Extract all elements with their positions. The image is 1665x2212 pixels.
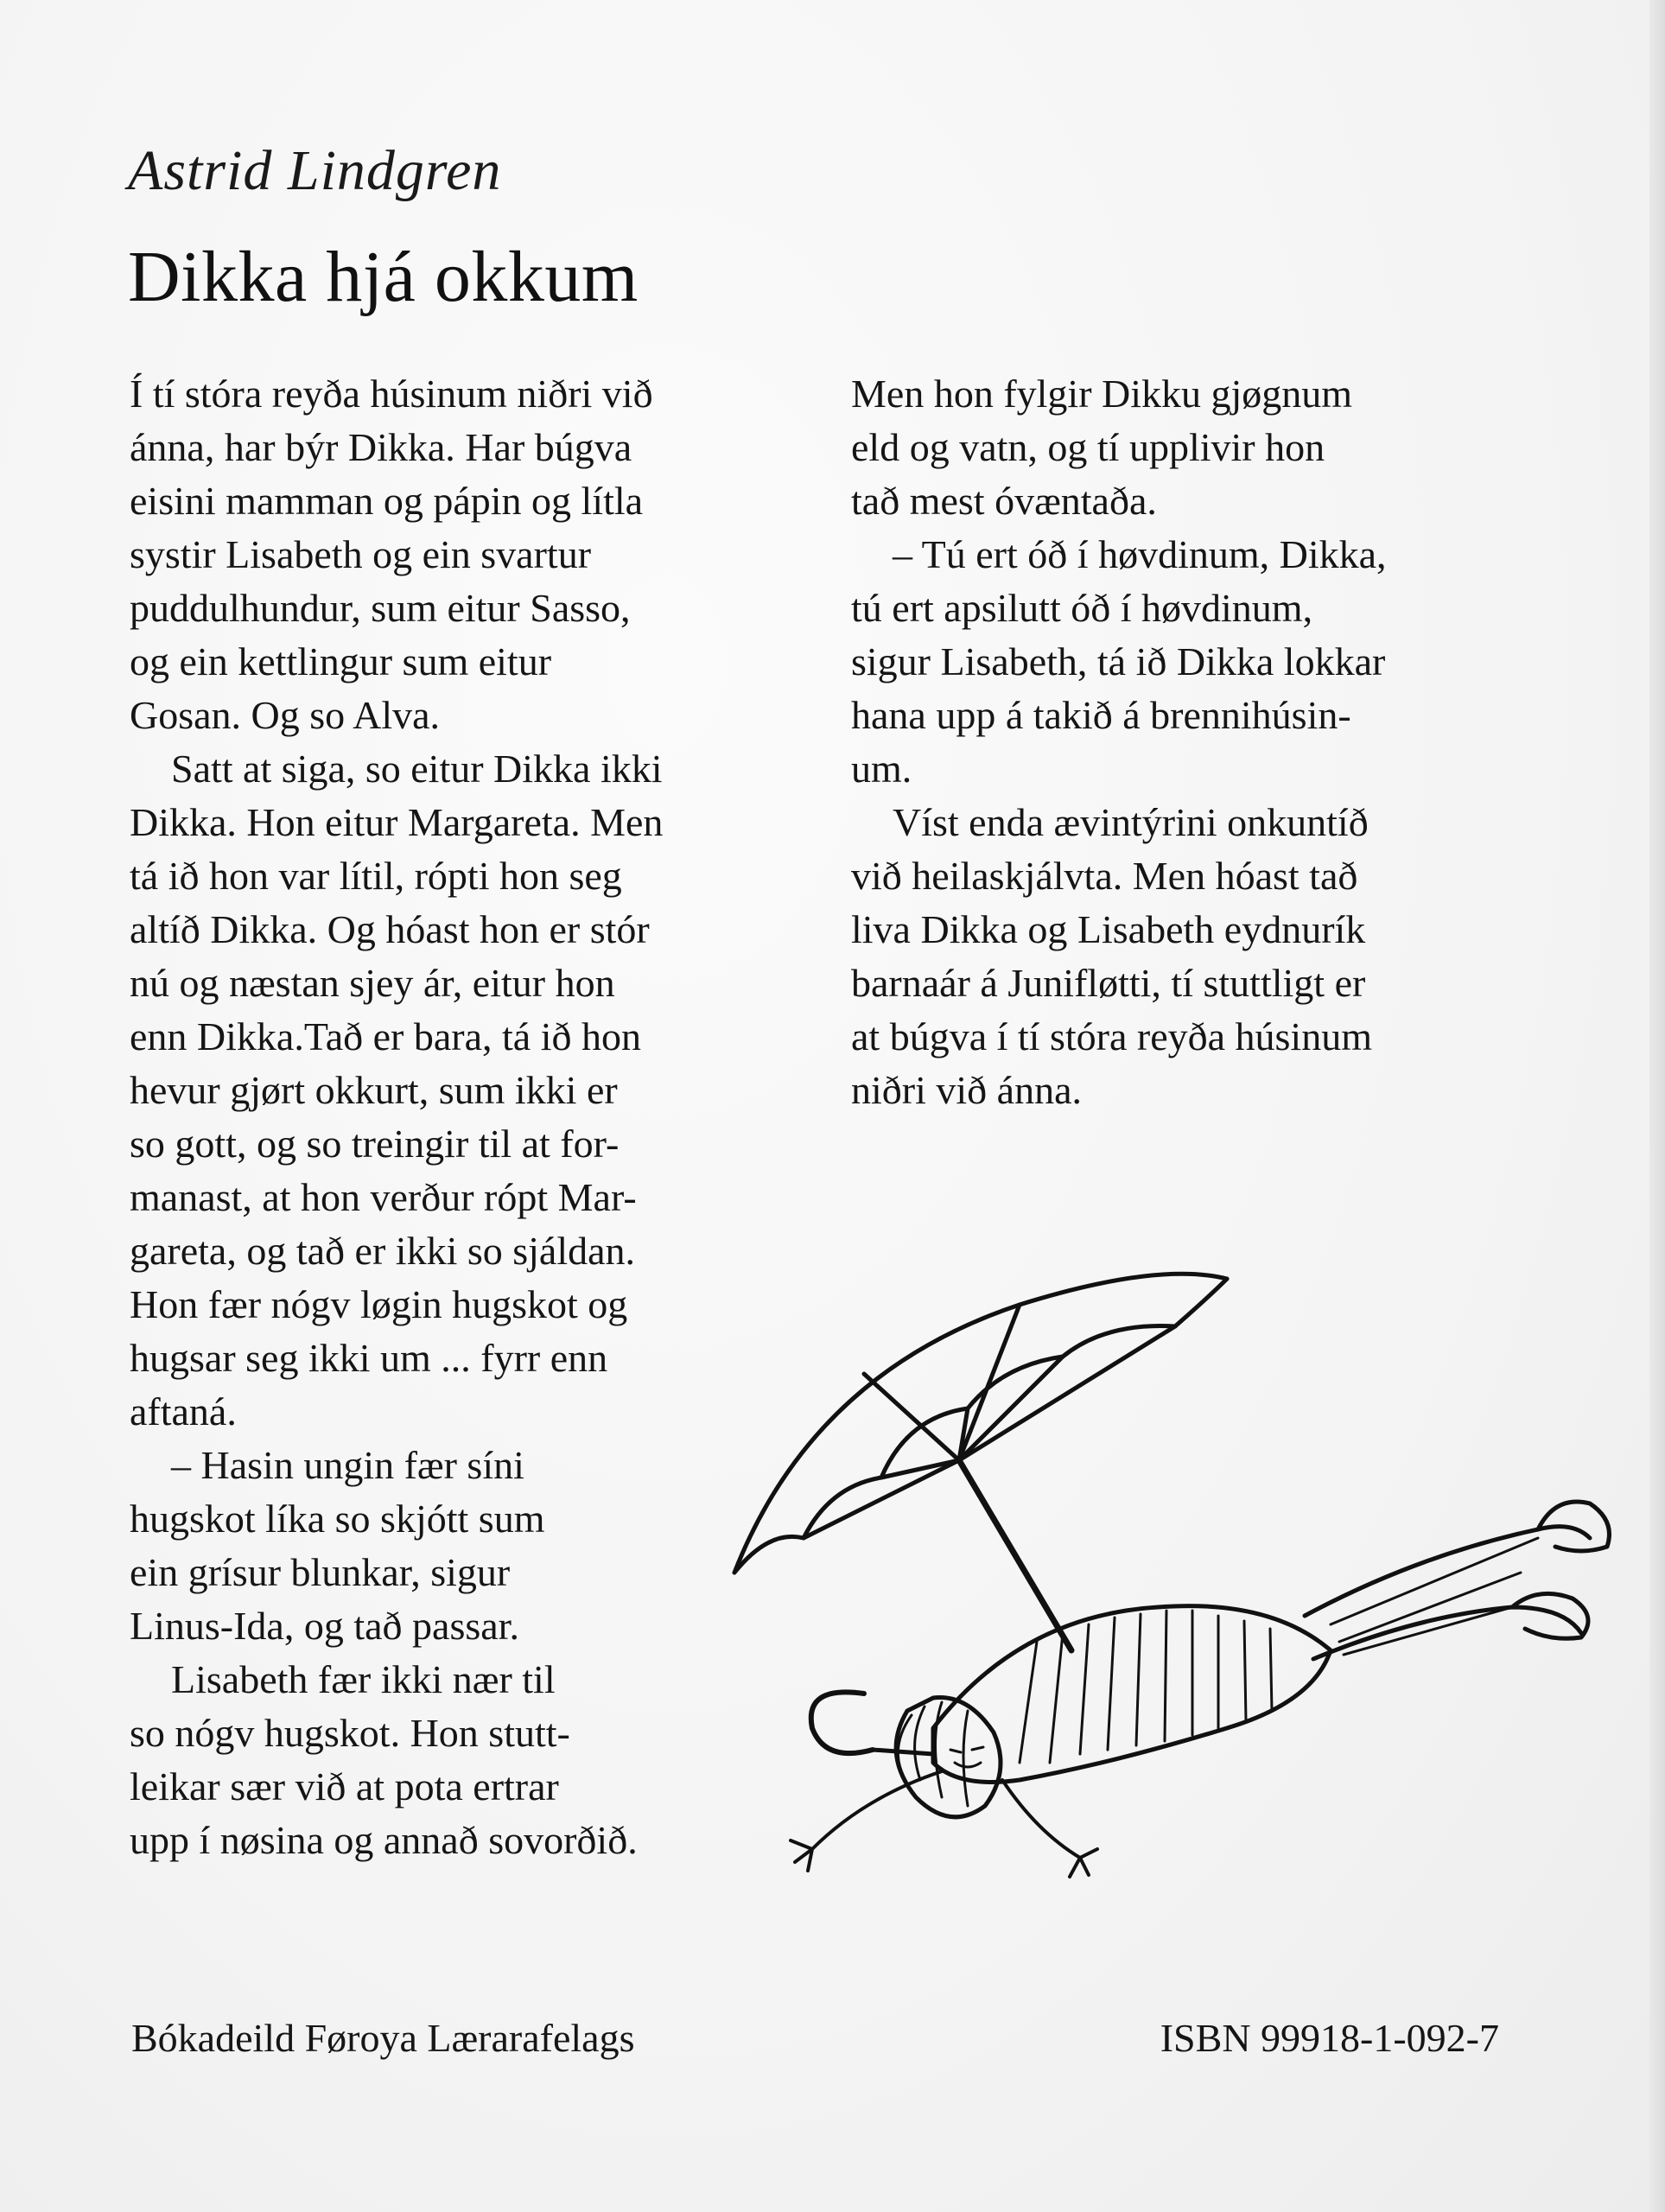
blurb-line: Lisabeth fær ikki nær til — [171, 1657, 556, 1701]
blurb-line: altíð Dikka. Og hóast hon er stór — [130, 907, 650, 951]
blurb-line: ein grísur blunkar, sigur — [130, 1550, 511, 1594]
blurb-line: systir Lisabeth og ein svartur — [130, 532, 592, 576]
blurb-line: so nógv hugskot. Hon stutt- — [130, 1711, 570, 1755]
blurb-line: hevur gjørt okkurt, sum ikki er — [130, 1068, 618, 1112]
blurb-line: liva Dikka og Lisabeth eydnurík — [851, 907, 1366, 951]
umbrella-girl-illustration — [709, 1244, 1624, 1901]
blurb-line: Gosan. Og so Alva. — [130, 693, 441, 737]
blurb-line: manast, at hon verður rópt Mar- — [130, 1175, 637, 1219]
blurb-line: Í tí stóra reyða húsinum niðri við — [130, 372, 653, 416]
blurb-line: so gott, og so treingir til at for- — [130, 1122, 620, 1166]
blurb-line: og ein kettlingur sum eitur — [130, 639, 552, 683]
author-name: Astrid Lindgren — [128, 139, 502, 202]
blurb-line: at búgva í tí stóra reyða húsinum — [851, 1014, 1372, 1058]
blurb-line: Hon fær nógv løgin hugskot og — [130, 1282, 628, 1326]
blurb-line: – Tú ert óð í høvdinum, Dikka, — [893, 532, 1387, 576]
blurb-line: niðri við ánna. — [851, 1068, 1082, 1112]
blurb-line: Víst enda ævintýrini onkuntíð — [893, 800, 1369, 844]
book-title: Dikka hjá okkum — [128, 237, 639, 317]
blurb-line: barnaár á Junifløtti, tí stuttligt er — [851, 961, 1366, 1005]
blurb-line: aftaná. — [130, 1389, 237, 1433]
blurb-line: nú og næstan sjey ár, eitur hon — [130, 961, 615, 1005]
blurb-right-column — [851, 367, 1534, 1117]
spine-edge — [1649, 0, 1665, 2212]
isbn-number: ISBN 99918-1-092-7 — [1160, 2016, 1499, 2060]
blurb-line: sigur Lisabeth, tá ið Dikka lokkar — [851, 639, 1386, 683]
blurb-line: tú ert apsilutt óð í høvdinum, — [851, 586, 1313, 630]
blurb-line: eld og vatn, og tí upplivir hon — [851, 425, 1325, 469]
blurb-line: hugskot líka so skjótt sum — [130, 1497, 545, 1541]
blurb-line: enn Dikka.Tað er bara, tá ið hon — [130, 1014, 642, 1058]
blurb-line: Linus-Ida, og tað passar. — [130, 1604, 519, 1648]
blurb-line: við heilaskjálvta. Men hóast tað — [851, 854, 1358, 898]
blurb-line: hana upp á takið á brennihúsin- — [851, 693, 1351, 737]
blurb-line: um. — [851, 747, 912, 791]
blurb-line: hugsar seg ikki um ... fyrr enn — [130, 1336, 608, 1380]
blurb-line: Satt at siga, so eitur Dikka ikki — [171, 747, 663, 791]
blurb-line: tá ið hon var lítil, rópti hon seg — [130, 854, 622, 898]
blurb-line: upp í nøsina og annað sovorðið. — [130, 1818, 638, 1862]
blurb-line: Men hon fylgir Dikku gjøgnum — [851, 372, 1353, 416]
blurb-line: eisini mamman og pápin og lítla — [130, 479, 644, 523]
blurb-line: ánna, har býr Dikka. Har búgva — [130, 425, 632, 469]
blurb-line: – Hasin ungin fær síni — [171, 1443, 524, 1487]
blurb-line: gareta, og tað er ikki so sjáldan. — [130, 1229, 636, 1273]
blurb-line: Dikka. Hon eitur Margareta. Men — [130, 800, 664, 844]
blurb-line: tað mest óvæntaða. — [851, 479, 1157, 523]
publisher-name: Bókadeild Føroya Lærarafelags — [131, 2016, 635, 2060]
blurb-line: leikar sær við at pota ertrar — [130, 1764, 559, 1808]
blurb-line: puddulhundur, sum eitur Sasso, — [130, 586, 631, 630]
blurb-left-column — [130, 367, 804, 1867]
